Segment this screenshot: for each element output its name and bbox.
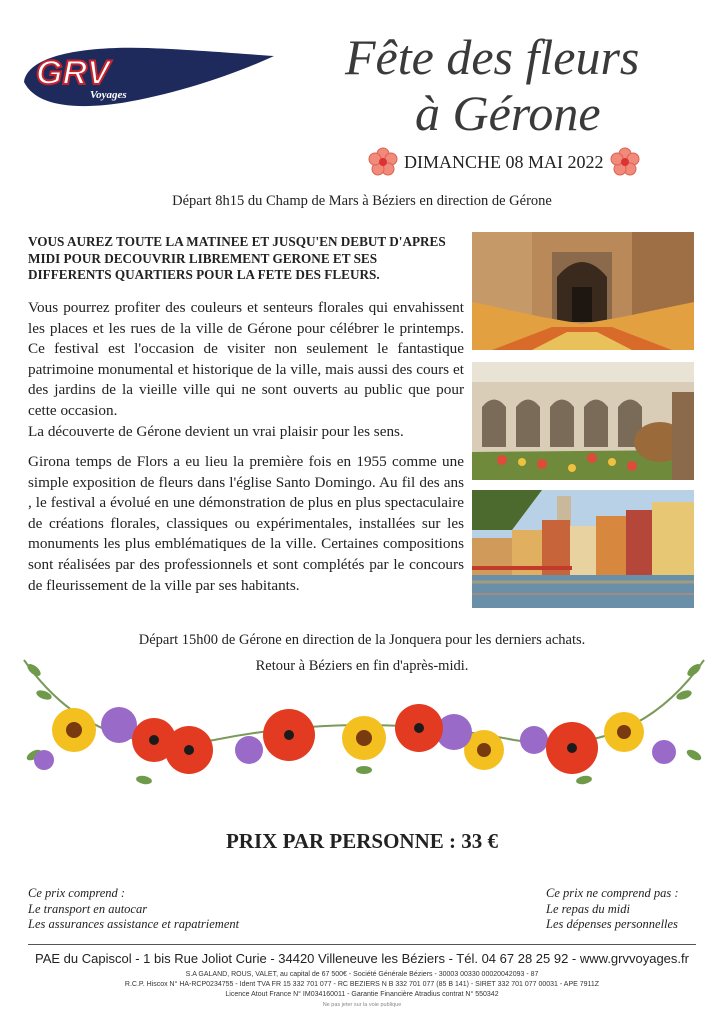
photo-church-flowers bbox=[472, 232, 694, 350]
paragraph-1 bbox=[28, 298, 464, 442]
title-line-2: à Gérone bbox=[415, 85, 601, 141]
includes-item: Le transport en autocar bbox=[28, 901, 148, 916]
price-excludes bbox=[546, 886, 716, 933]
footer-legal-3: Licence Atout France N° IM034160011 - Garantie Financière Atradius contrat N° 550342 bbox=[225, 991, 499, 998]
footer-divider bbox=[28, 944, 696, 945]
price-includes bbox=[28, 886, 328, 933]
event-date: DIMANCHE 08 MAI 2022 bbox=[404, 151, 604, 172]
includes-title: Ce prix comprend : bbox=[28, 886, 126, 900]
flower-icon bbox=[610, 147, 640, 177]
footer-address: PAE du Capiscol - 1 bis Rue Joliot Curie - 34420 Villeneuve les Béziers - Tél. 04 67 28 25 92 - www.grvvoyages.fr bbox=[35, 951, 689, 966]
departure-info: Départ 8h15 du Champ de Mars à Béziers en direction de Gérone bbox=[172, 193, 552, 209]
title-line-1: Fête des fleurs bbox=[345, 29, 640, 85]
flower-garland bbox=[14, 640, 714, 820]
return-arrival: Retour à Béziers en fin d'après-midi. bbox=[255, 658, 469, 674]
excludes-title: Ce prix ne comprend pas : bbox=[546, 886, 679, 900]
logo-sub: Voyages bbox=[90, 89, 127, 101]
return-departure: Départ 15h00 de Gérone en direction de la Jonquera pour les derniers achats. bbox=[138, 632, 586, 648]
excludes-item: Le repas du midi bbox=[546, 901, 630, 916]
includes-item: Les assurances assistance et rapatriement bbox=[28, 917, 240, 931]
footer-legal-2: R.C.P. Hiscox N° HA-RCP0234755 - Ident TVA FR 15 332 701 077 - RC BEZIERS N B 332 701 077 (85 B 141) - SIRET 332 701 077 00031 - APE 7911Z bbox=[124, 981, 600, 988]
flower-icon bbox=[368, 147, 398, 177]
paragraph-1-text: Vous pourrez profiter des couleurs et senteurs florales qui envahissent les places et les rues de la ville de Gérone pour célébrer le printemps. Ce festival est l'occasion de visiter non seulement le fantastique patrimoine monumental et historique de la ville, mais aussi des cours et des jardins de la vieille ville qui ne sont ouverts au public que pour cette occasion. bbox=[28, 299, 464, 419]
date-line bbox=[368, 147, 686, 177]
price-per-person: PRIX PAR PERSONNE : 33 € bbox=[225, 829, 499, 853]
paragraph-2: Girona temps de Flors a eu lieu la première fois en 1955 comme une simple exposition de fleurs dans l'église Santo Domingo. Au fil des ans , le festival a évolué en une démonstration de plus en plus spectaculaire de créations florales, classiques ou expérimentales, installées sur les monuments les plus emblématiques de la ville. Certaines compositions sont réalisées par des professionnels et sont complétés par le concours de fleurissement de la ville par ses habitants. bbox=[28, 453, 464, 594]
photo-cloister-garden bbox=[472, 362, 694, 480]
footer-legal-1: S.A GALAND, ROUS, VALET, au capital de 67 500€ - Société Générale Béziers - 30003 00330 00020042093 - 87 bbox=[185, 971, 539, 978]
paragraph-1b-text: La découverte de Gérone devient un vrai plaisir pour les sens. bbox=[28, 422, 404, 440]
logo-brand: GRV bbox=[36, 54, 110, 92]
photo-river-houses bbox=[472, 490, 694, 608]
grv-voyages-logo bbox=[18, 44, 276, 114]
footer-legal-4: Ne pas jeter sur la voie publique bbox=[322, 1002, 402, 1008]
excludes-item: Les dépenses personnelles bbox=[546, 917, 678, 931]
intro-bold: VOUS AUREZ TOUTE LA MATINEE ET JUSQU'EN DEBUT D'APRES MIDI POUR DECOUVRIR LIBREMENT GERONE ET SES DIFFERENTS QUARTIERS POUR LA FETE DES FLEURS. bbox=[28, 234, 446, 282]
